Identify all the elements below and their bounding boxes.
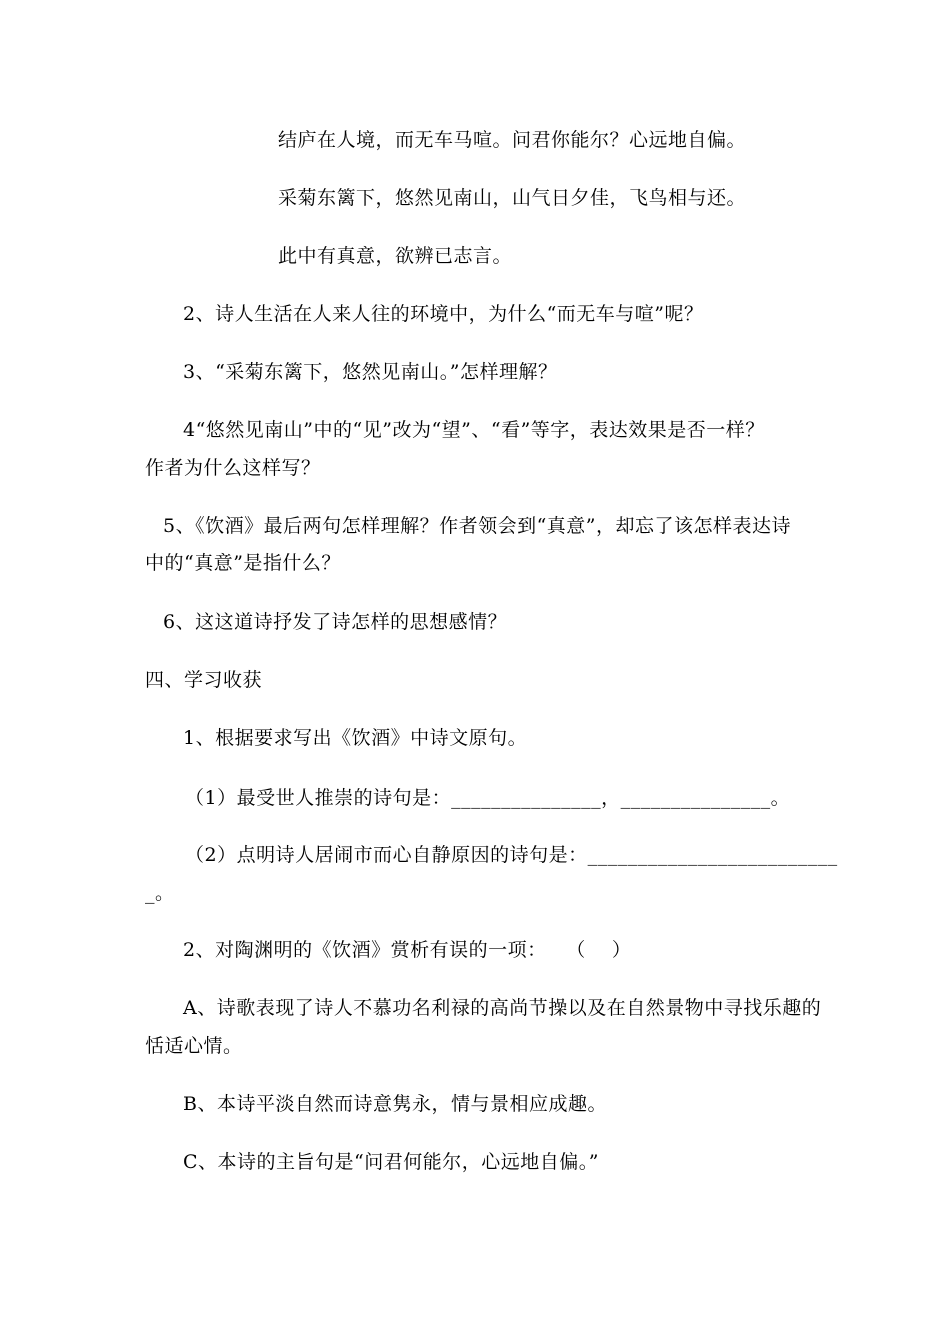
question-3: 3、“采菊东篱下，悠然见南山。”怎样理解？ bbox=[183, 361, 558, 383]
item-1-sub-2-line-1: （2）点明诗人居闹市而心自静原因的诗句是：_________________________ bbox=[185, 844, 838, 866]
question-6: 6、这这道诗抒发了诗怎样的思想感情？ bbox=[163, 611, 508, 633]
question-2: 2、诗人生活在人来人往的环境中，为什么“而无车与喧”呢？ bbox=[183, 303, 704, 325]
question-5-line-2: 中的“真意”是指什么？ bbox=[145, 552, 341, 574]
question-4-line-1: 4“悠然见南山”中的“见”改为“望”、“看”等字，表达效果是否一样？ bbox=[183, 419, 765, 441]
item-2: 2、对陶渊明的《饮酒》赏析有误的一项： （ ） bbox=[183, 939, 632, 961]
poem-line-2: 采菊东篱下，悠然见南山，山气日夕佳，飞鸟相与还。 bbox=[278, 187, 747, 209]
question-5-line-1: 5、《饮酒》最后两句怎样理解？作者领会到“真意”，却忘了该怎样表达诗 bbox=[163, 515, 792, 537]
option-c: C、本诗的主旨句是“问君何能尔，心远地自偏。” bbox=[183, 1151, 599, 1173]
section-4-heading: 四、学习收获 bbox=[145, 669, 263, 691]
question-4-line-2: 作者为什么这样写？ bbox=[145, 457, 321, 479]
item-1-sub-1: （1）最受世人推崇的诗句是：_______________，_______________。 bbox=[185, 787, 791, 809]
poem-line-3: 此中有真意，欲辨已志言。 bbox=[278, 245, 513, 267]
item-1-sub-2-line-2: _。 bbox=[145, 882, 175, 904]
option-a-line-2: 恬适心情。 bbox=[145, 1035, 243, 1057]
poem-line-1: 结庐在人境，而无车马喧。问君你能尔？心远地自偏。 bbox=[278, 129, 747, 151]
option-b: B、本诗平淡自然而诗意隽永，情与景相应成趣。 bbox=[183, 1093, 607, 1115]
item-1: 1、根据要求写出《饮酒》中诗文原句。 bbox=[183, 727, 528, 749]
option-a-line-1: A、诗歌表现了诗人不慕功名利禄的高尚节操以及在自然景物中寻找乐趣的 bbox=[183, 997, 822, 1019]
